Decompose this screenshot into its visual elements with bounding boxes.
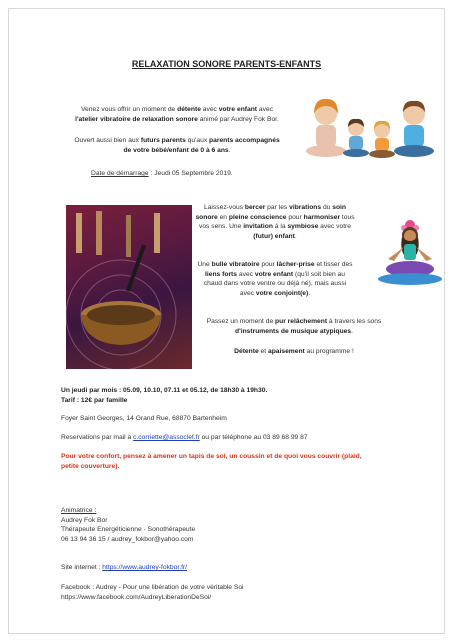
yoga-woman-illustration — [376, 219, 444, 289]
tarif-text: Tarif : 12€ par famille — [61, 397, 128, 404]
reservation-email-link[interactable]: c.corriette@assoclef.fr — [133, 434, 200, 441]
contact-phone: 06 13 94 36 15 / audrey_fokbor@yahoo.com — [61, 535, 194, 543]
document-page — [8, 8, 445, 634]
address-text: Foyer Saint Georges, 14 Grand Rue, 68870 Bartenheim — [61, 415, 227, 422]
intro-paragraph-2: Ouvert aussi bien aux futurs parents qu'aux parents accompagnés de votre bébé/enfant de 0 à 6 ans. — [74, 137, 280, 154]
contact-name: Audrey Fok Bor — [61, 516, 108, 524]
family-meditation-illustration — [304, 94, 439, 169]
facebook-url[interactable]: https://www.facebook.com/AudreyLiberationDeSoi/ — [61, 593, 212, 601]
comfort-note: Pour votre confort, pensez à amener un tapis de sol, un coussin et de quoi vous couvrir (plaid, petite couverture). — [61, 453, 362, 470]
website-line: Site internet : https://www.audrey-fokbor.fr/ — [61, 564, 188, 571]
facebook-block: Facebook : Audrey - Pour une libération de votre véritable Soi https://www.facebook.com/AudreyLiberationDeSoi/ — [61, 584, 244, 601]
intro-paragraph-1: Venez vous offrir un moment de détente avec votre enfant avec l'atelier vibratoire de relaxation sonore animé par Audrey Fok Bor. — [75, 106, 279, 123]
mid-paragraph-2: Une bulle vibratoire pour lâcher-prise et tisser des liens forts avec votre enfant (qu'il soit bien au chaud dans votre ventre ou déjà né), mais aussi avec votre conjoint(e). — [197, 261, 353, 297]
website-link[interactable]: https://www.audrey-fokbor.fr/ — [102, 564, 188, 571]
mid-paragraph-4: Détente et apaisement au programme ! — [234, 348, 354, 355]
mid-paragraph-1: Laissez-vous bercer par les vibrations du soin sonore en pleine conscience pour harmoniser tous vos sens. Une invitation à la symbiose avec votre (futur) enfant. — [195, 204, 355, 240]
start-date: Date de démarrage : Jeudi 05 Septembre 2019. — [91, 170, 233, 177]
contact-label: Animatrice : — [61, 507, 97, 514]
mid-paragraph-3: Passez un moment de pur relâchement à travers les sons d'instruments de musique atypiques. — [206, 318, 382, 335]
contact-role: Thérapeute Energéticienne - Sonothérapeute — [61, 526, 196, 534]
reservation-text: Reservations par mail à c.corriette@assoclef.fr ou par téléphone au 03 89 68 99 87 — [61, 434, 308, 441]
contact-block — [61, 506, 421, 544]
schedule-text: Un jeudi par mois : 05.09, 10.10, 07.11 et 05.12, de 18h30 à 19h30. — [61, 387, 268, 394]
page-title: RELAXATION SONORE PARENTS-ENFANTS — [131, 59, 322, 69]
